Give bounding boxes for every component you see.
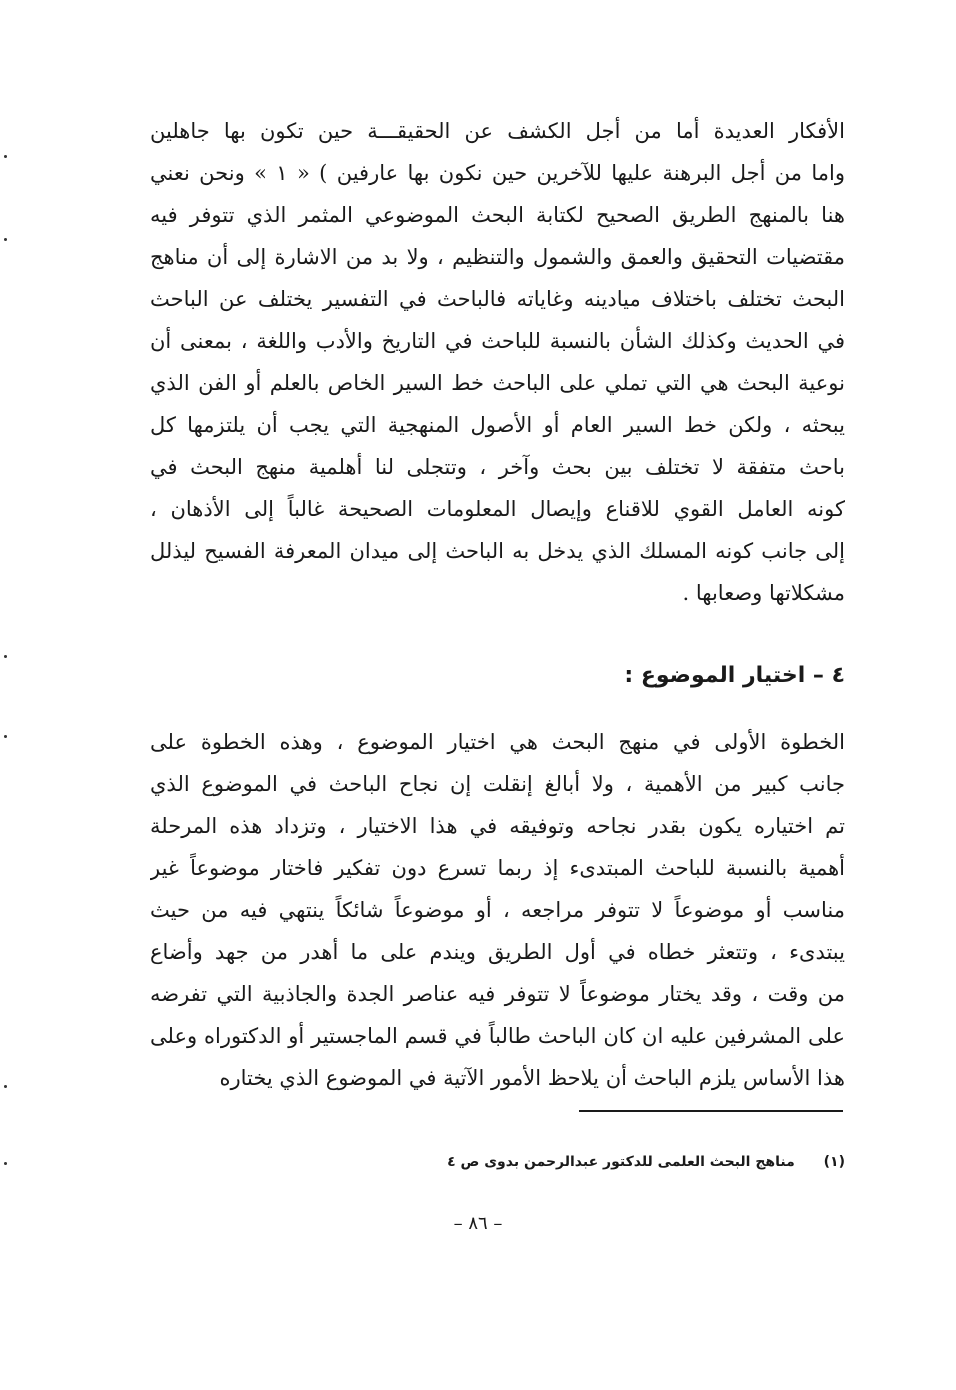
text-line: البحث تختلف باختلاف ميادينه وغاياته فالباحث في التفسير يختلف عن الباحث [150, 287, 845, 311]
footnote-marker: (١) [823, 1154, 845, 1170]
text-line: من وقت ، وقد يختار موضوعاً لا تتوفر فيه عناصر الجدة والجاذبية التي تفرضه [150, 982, 845, 1006]
text-line: يبحثه ، ولكن خط السير العام أو الأصول المنهجية التي يجب أن يلتزمها كل [150, 413, 845, 437]
paragraph-intro [150, 110, 845, 614]
text-line: مشكلاتها وصعابها . [682, 581, 845, 605]
text-line: تم اختياره يكون بقدر نجاحه وتوفيقه في هذا الاختيار ، وتزداد هذه المرحلة [150, 814, 845, 838]
text-line: على المشرفين عليه ان كان الباحث طالباً في قسم الماجستير أو الدكتوراه وعلى [150, 1024, 845, 1048]
footnote-separator [579, 1110, 843, 1112]
footnote-text: مناهج البحث العلمى للدكتور عبدالرحمن بدوى ص ٤ [447, 1154, 795, 1170]
footnote [245, 1150, 845, 1174]
text-line: يبتدىء ، وتتعثر خطاه في أول الطريق ويندم على ما أهدر من جهد وأضاع [150, 940, 845, 964]
text-line: إلى جانب كونه المسلك الذي يدخل به الباحث إلى ميدان المعرفة الفسيح ليذلل [150, 539, 845, 563]
scan-speck [4, 238, 7, 241]
text-line: الأفكار العديدة أما من أجل الكشف عن الحقيقـــة حين تكون بها جاهلين [150, 119, 845, 143]
paragraph-topic-selection [150, 721, 845, 1099]
text-line: في الحديث وكذلك الشأن بالنسبة للباحث في التاريخ والأدب واللغة ، بمعنى أن [150, 329, 845, 353]
section-heading: ٤ – اختيار الموضوع : [624, 663, 845, 688]
text-line: هذا الأساس يلزم الباحث أن يلاحظ الأمور الآتية في الموضوع الذي يختاره [219, 1066, 845, 1090]
scan-speck [4, 655, 7, 658]
text-line: الخطوة الأولى في منهج البحث هي اختيار الموضوع ، وهذه الخطوة على [150, 730, 845, 754]
scan-speck [4, 735, 7, 738]
text-line: مقتضيات التحقيق والعمق والشمول والتنظيم ، ولا بد من الاشارة إلى أن مناهج [150, 245, 845, 269]
scan-speck [4, 1085, 7, 1088]
scan-speck [4, 155, 7, 158]
text-line: واما من أجل البرهنة عليها للآخرين حين نكون بها عارفين ) « ١ » ونحن نعني [150, 161, 845, 185]
text-line: مناسب أو موضوعاً لا تتوفر مراجعه ، أو موضوعاً شائكاً ينتهي فيه من حيث [150, 898, 845, 922]
scan-speck [4, 1162, 7, 1165]
text-line: أهمية بالنسبة للباحث المبتدىء إذ ربما تسرع دون تفكير فاختار موضوعاً غير [150, 856, 845, 880]
text-line: باحث متفقة لا تختلف بين بحث وآخر ، وتتجلى لنا أهلمية منهج البحث في [150, 455, 845, 479]
text-line: كونه العامل القوي للاقناع وإيصال المعلومات الصحيحة غالباً إلى الأذهان ، [150, 497, 845, 521]
page-number: – ٨٦ – [453, 1213, 503, 1234]
text-line: جانب كبير من الأهمية ، ولا أبالغ إنقلت إن نجاح الباحث في الموضوع الذي [150, 772, 845, 796]
text-line: نوعية البحث هي التي تملي على الباحث خط السير الخاص بالعلم أو الفن الذي [150, 371, 845, 395]
text-line: هنا بالمنهج الطريق الصحيح لكتابة البحث الموضوعي المثمر الذي تتوفر فيه [150, 203, 845, 227]
